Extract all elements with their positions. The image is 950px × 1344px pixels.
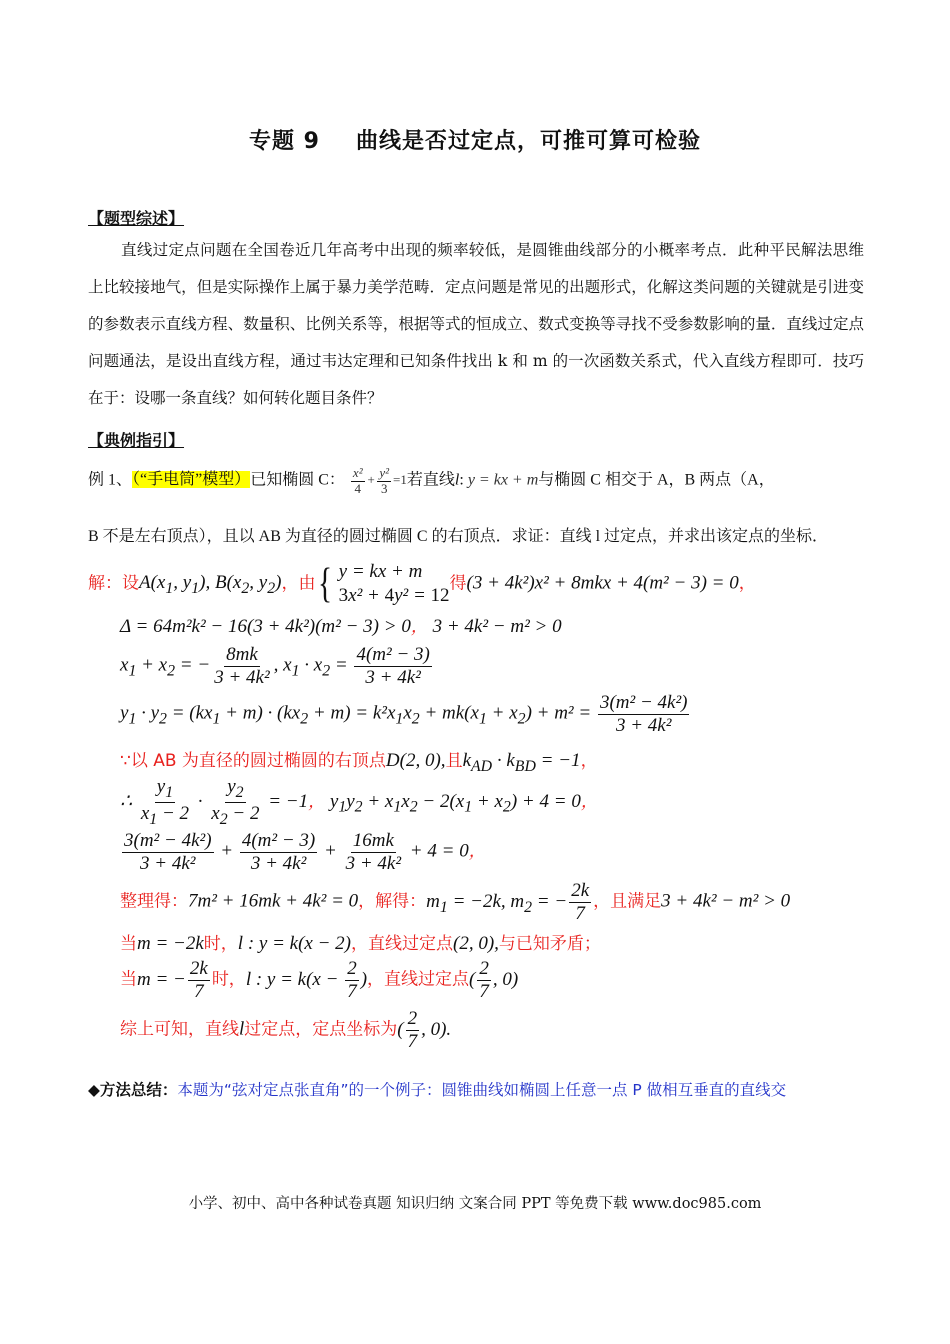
solution-line-9: 当m = −2k时，l : y = k(x − 2)，直线过定点(2, 0),与已知矛盾； xyxy=(120,933,601,954)
solution-line-5: ∵以 AB 为直径的圆过椭圆的右顶点D(2, 0),且$k_{AD} \cdot k_{BD} = -1$， xyxy=(120,750,598,775)
solution-line-4: $y_1 \cdot y_2 = (kx_1 + m) \cdot (kx_2 + m) = k^2x_1x_2 + mk(x_1 + x_2) + m^2$ = $\frac{\text{3(m² − 4k²)}}{\text{3 + 4k²}}$ xyxy=(120,692,688,736)
page-title xyxy=(0,124,950,155)
solution-conclusion: 综上可知，直线l过定点，定点坐标为( $\frac{2}{7}$ , 0). xyxy=(120,1008,452,1052)
summary-text: 本题为“弦对定点张直角”的一个例子：圆锥曲线如椭圆上任意一点 P 做相互垂直的直线交 xyxy=(177,1081,787,1099)
ellipse-equation: $\frac{\text{x²}}{4}$ + $\frac{\text{y²}}{3}$ =1 xyxy=(352,465,407,496)
solution-line-8: 整理得：7m² + 16mk + 4k² = 0，解得：$m_1 = -2k$, $m_2$ = − $\frac{2k}{7}$ ，且满足3 + 4k² − m² > 0 xyxy=(120,880,791,924)
solution-line-7: $\frac{\text{3(m² − 4k²)}}{\text{3 + 4k²}}$ + $\frac{\text{4(m² − 3)}}{\text{3 + 4k²}}$ + $\frac{16mk}{\text{3 + 4k²}}$ + 4 = 0， xyxy=(124,830,486,874)
section-heading-examples: 【典例指引】 xyxy=(88,431,185,450)
line-equation: y = kx + m xyxy=(467,471,539,489)
page-footer: 小学、初中、高中各种试卷真题 知识归纳 文案合同 PPT 等免费下载 www.doc985.com xyxy=(188,1196,762,1212)
summary-label: ◆方法总结： xyxy=(88,1081,178,1099)
solution-line-6: ∴ $\frac{y_1}{x_1 - 2}$ · $\frac{y_2}{x_2 - 2}$ = −1， $y_1y_2 + x_1x_2 - 2(x_1 + x_2) + 4 = 0$， xyxy=(120,776,598,828)
example-statement: 例 1、（“手电筒”模型）已知椭圆 C： $\frac{\text{x²}}{4}$ + $\frac{\text{y²}}{3}$ =1若直线l: y = kx + m与椭圆 C 相交于 A，B 两点（A， xyxy=(88,465,775,496)
example-tag: （“手电筒”模型） xyxy=(132,471,251,489)
intro-paragraph: 直线过定点问题在全国卷近几年高考中出现的频率较低，是圆锥曲线部分的小概率考点．此种平民解法思维上比较接地气，但是实际操作上属于暴力美学范畴．定点问题是常见的出题形式，化解这类问题的关键就是引进变的参数表示直线方程、数量积、比例关系等，根据等式的恒成立、数式变换等寻找不受参数影响的量．直线过定点问题通法，是设出直线方程，通过韦达定理和已知条件找出 k 和 m 的一次函数关系式，代入直线方程即可．技巧在于：设哪一条直线？如何转化题目条件？ xyxy=(88,241,864,407)
solution-line-3: $x_1 + x_2$ = − $\frac{8mk}{\text{3 + 4k²}}$ , $x_1 \cdot x_2$ = $\frac{\text{4(m² − 3)}}{\text{3 + 4k²}}$ xyxy=(120,644,430,688)
solution-line-1: 解：设$A(x_1$, $y_1$), $B(x_2$, $y_2$)，由 { y = kx + m 3x² + 4y² = 12 得(3 + 4k²)x² + 8mkx + 4(m² − 3) = 0， xyxy=(88,560,756,607)
section-heading-overview: 【题型综述】 xyxy=(88,209,185,228)
method-summary xyxy=(88,1078,786,1100)
title-number: 专题 9 xyxy=(249,129,320,154)
solution-line-10: 当m = − $\frac{2k}{7}$ 时，l : y = k(x − $\frac{2}{7}$ )，直线过定点( $\frac{2}{7}$ , 0) xyxy=(120,958,519,1002)
example-statement-line2: B 不是左右顶点），且以 AB 为直径的圆过椭圆 C 的右顶点．求证：直线 l 过定点，并求出该定点的坐标． xyxy=(88,528,829,545)
solution-line-2: Δ = 64m²k² − 16(3 + 4k²)(m² − 3) > 0， 3 + 4k² − m² > 0 xyxy=(120,616,562,637)
title-text: 曲线是否过定点，可推可算可检验 xyxy=(355,129,701,154)
